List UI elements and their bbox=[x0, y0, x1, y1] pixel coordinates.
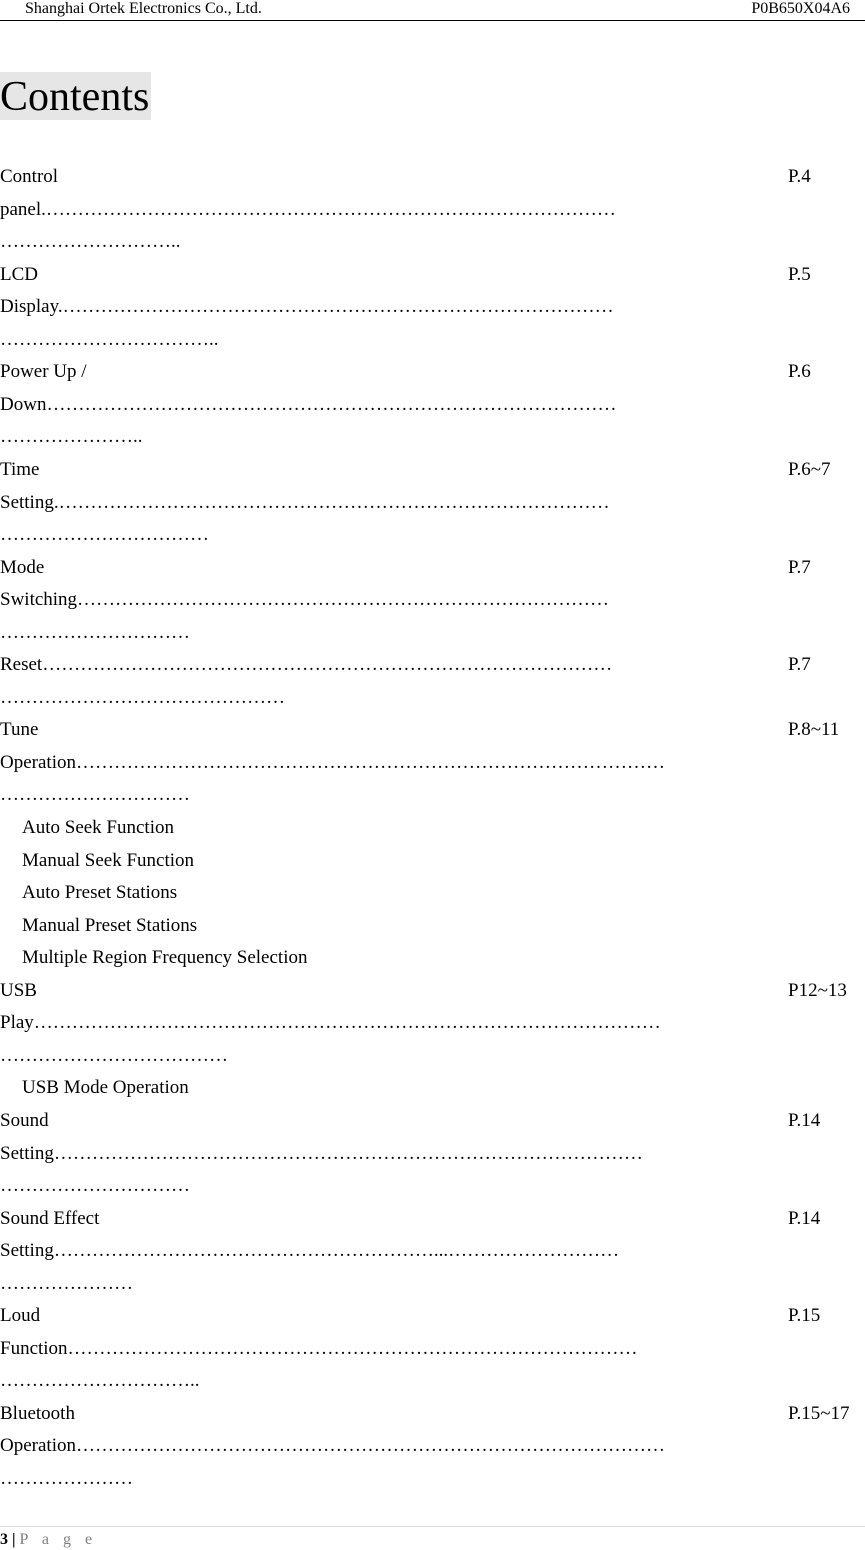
toc-entry-text: Reset……………………………………………………………………………… bbox=[0, 654, 613, 675]
toc-page-reference: P.15~17 bbox=[788, 1403, 850, 1424]
page-number: 3 bbox=[0, 1531, 8, 1548]
toc-page-reference: P.7 bbox=[788, 654, 811, 675]
toc-subentry: Manual Preset Stations bbox=[22, 915, 198, 936]
toc-entry-text: Operation………………………………………………………………………………… bbox=[0, 1435, 665, 1456]
toc-entry-text: Display.…………………………………………………………………………… bbox=[0, 296, 614, 317]
footer-divider bbox=[0, 1526, 865, 1527]
toc-entry-text: Switching………………………………………………………………………… bbox=[0, 589, 610, 610]
toc-entry-text: Setting……………………………………………………...……………………… bbox=[0, 1240, 620, 1261]
toc-entry-text: ……………………………… bbox=[0, 1045, 228, 1066]
toc-entry-text: …………………………… bbox=[0, 524, 209, 545]
toc-entry-text: Setting.…………………………………………………………………………… bbox=[0, 492, 610, 513]
toc-subentry: Manual Seek Function bbox=[22, 850, 195, 871]
toc-entry-text: Setting………………………………………………………………………………… bbox=[0, 1143, 643, 1164]
toc-entry-text: ………………………… bbox=[0, 622, 190, 643]
toc-subentry: USB Mode Operation bbox=[22, 1077, 189, 1098]
toc-entry-text: Function……………………………………………………………………………… bbox=[0, 1338, 638, 1359]
toc-entry-text: Mode bbox=[0, 557, 45, 578]
toc-page-reference: P.6~7 bbox=[788, 459, 831, 480]
toc-subentry: Auto Seek Function bbox=[22, 817, 174, 838]
toc-entry-text: Sound Effect bbox=[0, 1208, 100, 1229]
toc-page-reference: P.7 bbox=[788, 557, 811, 578]
toc-entry-text: ………………………… bbox=[0, 784, 190, 805]
toc-entry-text: Control bbox=[0, 166, 59, 187]
toc-entry-text: ………………………….. bbox=[0, 1370, 200, 1391]
toc-entry-text: Tune bbox=[0, 719, 39, 740]
toc-page-reference: P.4 bbox=[788, 166, 811, 187]
company-name: Shanghai Ortek Electronics Co., Ltd. bbox=[25, 0, 262, 17]
toc-entry-text: Loud bbox=[0, 1305, 41, 1326]
toc-entry-text: Bluetooth bbox=[0, 1403, 75, 1424]
toc-entry-text: Operation………………………………………………………………………………… bbox=[0, 752, 665, 773]
toc-entry-text: ……………………….. bbox=[0, 231, 181, 252]
toc-page-reference: P.5 bbox=[788, 264, 811, 285]
toc-page-reference: P.8~11 bbox=[788, 719, 840, 740]
toc-page-reference: P.14 bbox=[788, 1110, 821, 1131]
toc-entry-text: Down……………………………………………………………………………… bbox=[0, 394, 617, 415]
toc-entry-text: Power Up / bbox=[0, 361, 87, 382]
toc-subentry: Multiple Region Frequency Selection bbox=[22, 947, 308, 968]
page-footer bbox=[0, 1530, 97, 1550]
toc-entry-text: panel.……………………………………………………………………………… bbox=[0, 199, 616, 220]
toc-entry-text: Time bbox=[0, 459, 40, 480]
toc-entry-text: ………………… bbox=[0, 1273, 133, 1294]
toc-entry-text: LCD bbox=[0, 264, 38, 285]
toc-entry-text: Play……………………………………………………………………………………… bbox=[0, 1012, 661, 1033]
toc-entry-text: ………………….. bbox=[0, 426, 143, 447]
toc-entry-text: USB bbox=[0, 980, 37, 1001]
footer-separator: | bbox=[8, 1531, 20, 1548]
toc-page-reference: P12~13 bbox=[788, 980, 847, 1001]
toc-entry-text: ………………… bbox=[0, 1468, 133, 1489]
toc-entry-text: ………………………… bbox=[0, 1175, 190, 1196]
toc-page-reference: P.15 bbox=[788, 1305, 821, 1326]
page-word: P a g e bbox=[19, 1531, 98, 1548]
toc-entry-text: Sound bbox=[0, 1110, 49, 1131]
toc-subentry: Auto Preset Stations bbox=[22, 882, 178, 903]
toc-entry-text: …………………………….. bbox=[0, 329, 219, 350]
page-title: Contents bbox=[0, 74, 150, 120]
toc-page-reference: P.6 bbox=[788, 361, 811, 382]
toc-entry-text: ……………………………………… bbox=[0, 687, 285, 708]
toc-page-reference: P.14 bbox=[788, 1208, 821, 1229]
page-header bbox=[0, 0, 865, 21]
document-number: P0B650X04A6 bbox=[751, 0, 850, 17]
